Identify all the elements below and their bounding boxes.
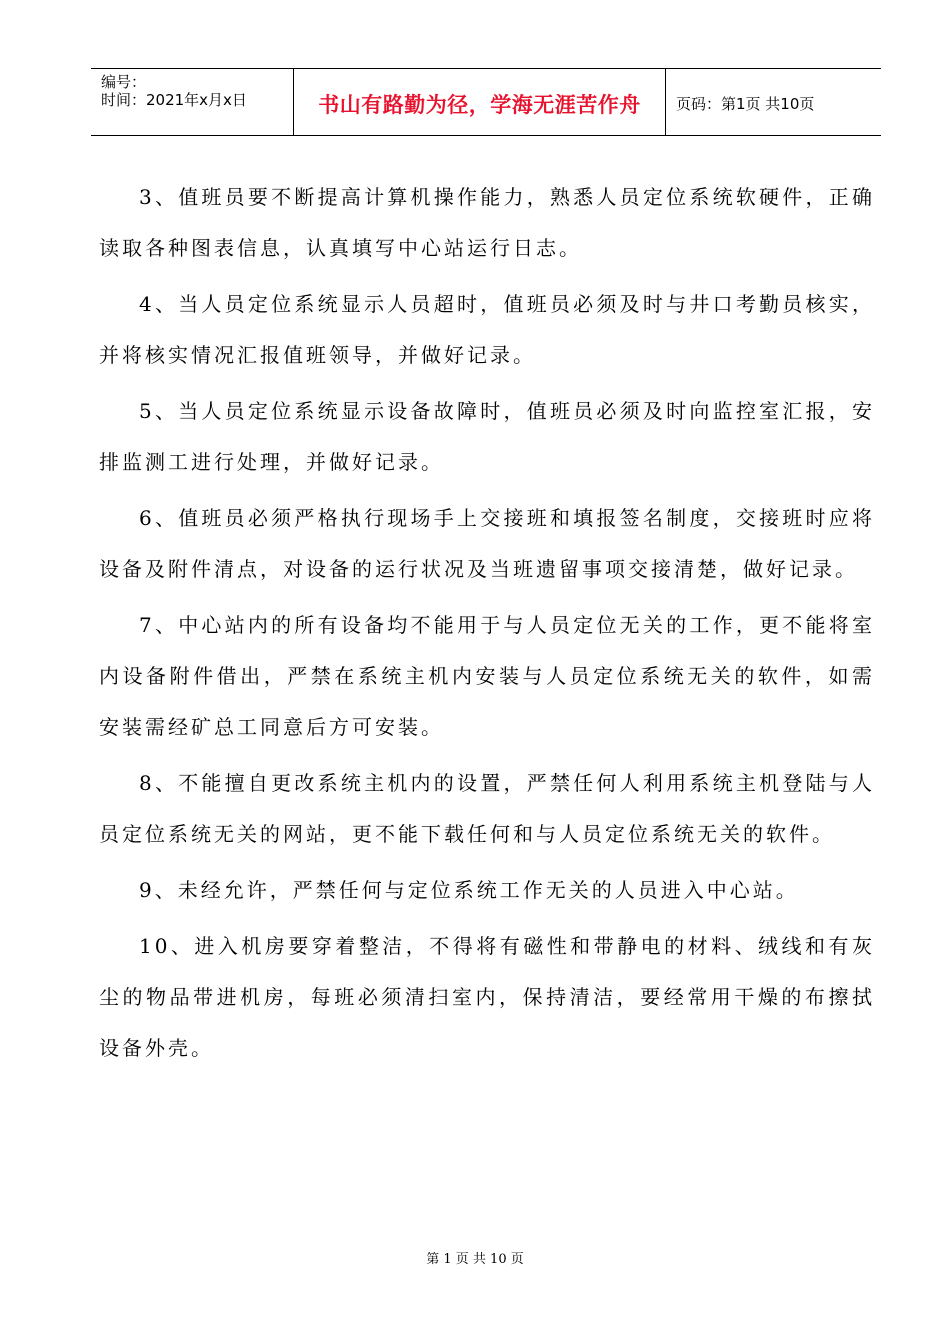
header-meta <box>101 73 247 109</box>
paragraph-8: 8、不能擅自更改系统主机内的设置，严禁任何人利用系统主机登陆与人员定位系统无关的网站，更不能下载任何和与人员定位系统无关的软件。 <box>99 771 875 846</box>
paragraph-10: 10、进入机房要穿着整洁，不得将有磁性和带静电的材料、绒线和有灰尘的物品带进机房，每班必须清扫室内，保持清洁，要经常用干燥的布擦拭设备外壳。 <box>99 934 875 1060</box>
document-body <box>99 172 875 1079</box>
document-number-label: 编号： <box>101 73 147 91</box>
header-page-info: 页码：第1页 共10页 <box>676 95 815 113</box>
header-motto: 书山有路勤为径，学海无涯苦作舟 <box>318 93 641 117</box>
paragraph-9: 9、未经允许，严禁任何与定位系统工作无关的人员进入中心站。 <box>139 878 799 902</box>
paragraph-3: 3、值班员要不断提高计算机操作能力，熟悉人员定位系统软硬件，正确读取各种图表信息，认真填写中心站运行日志。 <box>99 185 875 260</box>
document-header <box>91 68 881 136</box>
paragraph-6: 6、值班员必须严格执行现场手上交接班和填报签名制度，交接班时应将设备及附件清点，对设备的运行状况及当班遗留事项交接清楚，做好记录。 <box>99 506 875 581</box>
paragraph-4: 4、当人员定位系统显示人员超时，值班员必须及时与井口考勤员核实，并将核实情况汇报值班领导，并做好记录。 <box>99 292 875 367</box>
paragraph-5: 5、当人员定位系统显示设备故障时，值班员必须及时向监控室汇报，安排监测工进行处理，并做好记录。 <box>99 399 875 474</box>
paragraph-7: 7、中心站内的所有设备均不能用于与人员定位无关的工作，更不能将室内设备附件借出，严禁在系统主机内安装与人员定位系统无关的软件，如需安装需经矿总工同意后方可安装。 <box>99 613 875 739</box>
page-footer: 第 1 页 共 10 页 <box>426 1252 524 1267</box>
header-divider-right <box>665 69 666 135</box>
document-time-label: 时间：2021年x月x日 <box>101 91 247 109</box>
